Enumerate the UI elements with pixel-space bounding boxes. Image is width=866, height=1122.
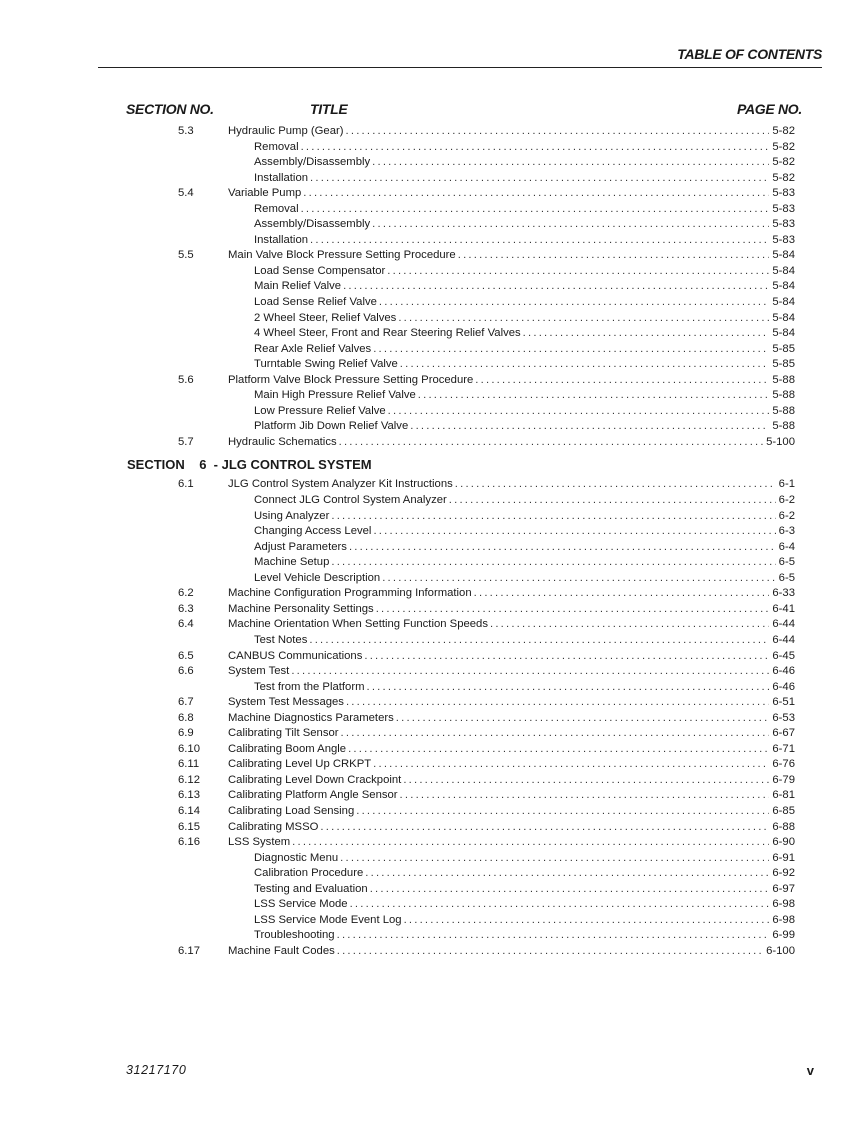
toc-entry-line: [254, 217, 795, 233]
toc-entry-line: [254, 155, 795, 171]
dot-leader: [291, 664, 769, 680]
toc-entry-page: 6-99: [772, 929, 795, 942]
toc-entry-title: LSS Service Mode Event Log: [254, 913, 402, 926]
toc-entry[interactable]: [0, 944, 866, 960]
toc-entry-line: [228, 711, 795, 727]
toc-entry[interactable]: [0, 311, 866, 327]
toc-entry-page: 6-45: [772, 649, 795, 662]
toc-entry-title: LSS System: [228, 836, 291, 849]
dot-leader: [339, 435, 763, 451]
toc-entry-title: Turntable Swing Relief Valve: [254, 358, 398, 371]
toc-entry-title: Calibrating Tilt Sensor: [228, 727, 339, 740]
toc-entry[interactable]: [0, 326, 866, 342]
toc-entry[interactable]: [0, 388, 866, 404]
toc-entry-line: [254, 279, 795, 295]
toc-entry[interactable]: [0, 742, 866, 758]
toc-entry-title: Removal: [254, 140, 299, 153]
toc-entry-number: 5.3: [178, 125, 194, 137]
toc-entry-number: 6.13: [178, 789, 200, 802]
dot-leader: [350, 897, 770, 913]
toc-entry-title: CANBUS Communications: [228, 649, 363, 662]
dot-leader: [303, 186, 769, 202]
column-header-section: SECTION NO.: [126, 101, 214, 117]
toc-entry-line: [254, 524, 795, 540]
toc-entry-line: [228, 586, 795, 602]
toc-entry-line: [254, 897, 795, 913]
dot-leader: [346, 695, 769, 711]
toc-entry[interactable]: [0, 524, 866, 540]
toc-entry-page: 6-2: [778, 494, 795, 507]
toc-entry-line: [228, 726, 795, 742]
toc-entry-page: 6-51: [772, 696, 795, 709]
toc-entry-line: [254, 140, 795, 156]
toc-entry-page: 6-88: [772, 820, 795, 833]
toc-entry-line: [228, 248, 795, 264]
toc-entry-line: [228, 373, 795, 389]
toc-entry-page: 5-88: [772, 404, 795, 417]
toc-entry-line: [228, 602, 795, 618]
toc-entry[interactable]: [0, 217, 866, 233]
toc-entry-number: 6.9: [178, 727, 194, 740]
toc-entry-line: [254, 357, 795, 373]
toc-entry-title: Calibrating MSSO: [228, 820, 319, 833]
toc-entry-title: Changing Access Level: [254, 525, 372, 538]
dot-leader: [379, 295, 769, 311]
toc-entry-page: 5-83: [772, 187, 795, 200]
dot-leader: [301, 140, 770, 156]
toc-entry[interactable]: [0, 342, 866, 358]
toc-entry-number: 5.5: [178, 249, 194, 262]
footer-document-number: 31217170: [126, 1063, 187, 1077]
toc-entry-page: 6-2: [778, 509, 795, 522]
toc-entry-title: 2 Wheel Steer, Relief Valves: [254, 311, 397, 324]
toc-entry[interactable]: [0, 602, 866, 618]
toc-entry-page: 6-81: [772, 789, 795, 802]
toc-entry-line: [254, 928, 795, 944]
dot-leader: [331, 555, 775, 571]
toc-entry-line: [254, 419, 795, 435]
toc-entry[interactable]: [0, 773, 866, 789]
toc-entry[interactable]: [0, 586, 866, 602]
dot-leader: [418, 388, 770, 404]
dot-leader: [310, 233, 769, 249]
toc-entry[interactable]: [0, 649, 866, 665]
toc-entry-line: [228, 835, 795, 851]
toc-entry-title: Level Vehicle Description: [254, 571, 381, 584]
section-heading-label: SECTION 6 - JLG CONTROL SYSTEM: [127, 457, 372, 473]
toc-entry[interactable]: [0, 140, 866, 156]
toc-entry-line: [228, 186, 795, 202]
toc-entry-title: Low Pressure Relief Valve: [254, 404, 386, 417]
toc-entry-title: Main High Pressure Relief Valve: [254, 389, 416, 402]
dot-leader: [523, 326, 770, 342]
header-divider: [98, 67, 822, 68]
toc-entry-number: 6.4: [178, 618, 194, 631]
toc-entry-page: 6-41: [772, 602, 795, 615]
toc-entry-page: 6-97: [772, 882, 795, 895]
toc-entry-page: 5-84: [772, 311, 795, 324]
toc-entry[interactable]: [0, 680, 866, 696]
toc-entry-page: 6-46: [772, 680, 795, 693]
toc-entry-title: Main Valve Block Pressure Setting Procedure: [228, 249, 456, 262]
dot-leader: [292, 835, 769, 851]
toc-entry-number: 6.10: [178, 742, 200, 755]
toc-entry-line: [228, 804, 795, 820]
toc-entry-title: Using Analyzer: [254, 509, 330, 522]
toc-entry-title: Assembly/Disassembly: [254, 218, 371, 231]
toc-entry-title: Installation: [254, 233, 309, 246]
toc-entry-title: Main Relief Valve: [254, 280, 342, 293]
toc-entry[interactable]: [0, 695, 866, 711]
dot-leader: [370, 882, 770, 898]
toc-entry-title: Test Notes: [254, 633, 308, 646]
toc-entry-line: [254, 882, 795, 898]
toc-entry[interactable]: [0, 404, 866, 420]
toc-entry-line: [228, 649, 795, 665]
dot-leader: [346, 124, 770, 140]
toc-entry-title: Connect JLG Control System Analyzer: [254, 494, 447, 507]
toc-entry-title: Hydraulic Pump (Gear): [228, 125, 344, 137]
toc-entry[interactable]: [0, 248, 866, 264]
toc-entry-line: [254, 171, 795, 187]
dot-leader: [349, 540, 776, 556]
dot-leader: [372, 155, 769, 171]
dot-leader: [373, 524, 775, 540]
toc-entry[interactable]: [0, 820, 866, 836]
toc-entry-line: [254, 388, 795, 404]
dot-leader: [367, 680, 770, 696]
dot-leader: [331, 509, 775, 525]
toc-entry-page: 6-33: [772, 587, 795, 600]
toc-entry-line: [228, 477, 795, 493]
dot-leader: [449, 493, 776, 509]
toc-entry-page: 5-82: [772, 156, 795, 169]
toc-entry-page: 6-91: [772, 851, 795, 864]
toc-entry[interactable]: [0, 202, 866, 218]
column-header-page: PAGE NO.: [736, 101, 802, 117]
toc-entry-number: 6.5: [178, 649, 194, 662]
toc-entry-title: 4 Wheel Steer, Front and Rear Steering Relief Valves: [254, 327, 521, 340]
dot-leader: [373, 342, 769, 358]
toc-entry[interactable]: [0, 726, 866, 742]
toc-entry-title: Calibrating Platform Angle Sensor: [228, 789, 398, 802]
dot-leader: [490, 617, 769, 633]
toc-entry[interactable]: [0, 171, 866, 187]
toc-entry[interactable]: [0, 264, 866, 280]
toc-entry[interactable]: [0, 295, 866, 311]
toc-entry-title: Rear Axle Relief Valves: [254, 342, 372, 355]
toc-entry-line: [228, 742, 795, 758]
toc-entry-page: 5-82: [772, 171, 795, 184]
dot-leader: [410, 419, 769, 435]
toc-entry-line: [254, 311, 795, 327]
toc-entry-title: Troubleshooting: [254, 929, 335, 942]
toc-entry-page: 5-84: [772, 249, 795, 262]
toc-entry[interactable]: [0, 617, 866, 633]
toc-entry[interactable]: [0, 882, 866, 898]
dot-leader: [340, 851, 769, 867]
toc-entry[interactable]: [0, 186, 866, 202]
toc-entry-line: [228, 757, 795, 773]
toc-entry[interactable]: [0, 913, 866, 929]
toc-entry-number: 6.7: [178, 696, 194, 709]
toc-entry[interactable]: [0, 493, 866, 509]
toc-entry-title: Machine Personality Settings: [228, 602, 374, 615]
toc-entry-line: [228, 664, 795, 680]
toc-entry[interactable]: [0, 435, 866, 451]
toc-entry-title: Calibration Procedure: [254, 867, 364, 880]
page-header-title: TABLE OF CONTENTS: [677, 46, 822, 62]
toc-entry[interactable]: [0, 866, 866, 882]
toc-entry-page: 5-83: [772, 202, 795, 215]
toc-entry-line: [254, 264, 795, 280]
toc-entry-title: Diagnostic Menu: [254, 851, 339, 864]
toc-entry-page: 5-83: [772, 218, 795, 231]
toc-entry-line: [228, 695, 795, 711]
toc-entry-line: [254, 680, 795, 696]
toc-entry[interactable]: [0, 233, 866, 249]
dot-leader: [365, 866, 769, 882]
toc-entry[interactable]: [0, 555, 866, 571]
dot-leader: [388, 404, 770, 420]
dot-leader: [400, 357, 770, 373]
dot-leader: [404, 913, 770, 929]
dot-leader: [387, 264, 769, 280]
toc-entry-line: [254, 633, 795, 649]
toc-entry-page: 6-44: [772, 633, 795, 646]
dot-leader: [343, 279, 769, 295]
toc-entry-line: [228, 435, 795, 451]
toc-entry-page: 5-83: [772, 233, 795, 246]
toc-entry-title: Platform Valve Block Pressure Setting Procedure: [228, 373, 474, 386]
toc-entry-page: 6-4: [778, 540, 795, 553]
toc-entry-page: 5-82: [772, 125, 795, 137]
toc-entry-page: 6-85: [772, 804, 795, 817]
toc-entry-number: 6.17: [178, 944, 200, 957]
toc-entry-title: LSS Service Mode: [254, 898, 348, 911]
toc-entry-title: Removal: [254, 202, 299, 215]
toc-entry-number: 6.1: [178, 478, 194, 491]
dot-leader: [356, 804, 769, 820]
toc-entry-title: Testing and Evaluation: [254, 882, 368, 895]
toc-entry-page: 6-46: [772, 665, 795, 678]
toc-entry-title: Test from the Platform: [254, 680, 365, 693]
toc-section-heading: [0, 452, 866, 476]
toc-entry-page: 5-100: [766, 435, 795, 448]
toc-entry[interactable]: [0, 851, 866, 867]
toc-entry-page: 5-85: [772, 358, 795, 371]
toc-entry-title: Calibrating Level Down Crackpoint: [228, 773, 402, 786]
toc-entry-page: 6-90: [772, 836, 795, 849]
toc-entry-line: [254, 913, 795, 929]
toc-entry-line: [254, 509, 795, 525]
toc-entry-number: 6.15: [178, 820, 200, 833]
toc-entry-number: 5.6: [178, 373, 194, 386]
toc-entry[interactable]: [0, 540, 866, 556]
toc-entry-number: 5.4: [178, 187, 194, 200]
toc-entry-page: 6-92: [772, 867, 795, 880]
toc-entry-line: [254, 342, 795, 358]
toc-entry-number: 6.14: [178, 804, 200, 817]
toc-entry[interactable]: [0, 897, 866, 913]
toc-entry-page: 5-84: [772, 327, 795, 340]
toc-entry-line: [254, 233, 795, 249]
toc-entry-page: 6-79: [772, 773, 795, 786]
dot-leader: [309, 633, 769, 649]
toc-entry-page: 6-98: [772, 913, 795, 926]
toc-entry-line: [228, 124, 795, 140]
toc-entry-page: 5-84: [772, 280, 795, 293]
toc-entry[interactable]: [0, 155, 866, 171]
toc-entry-line: [228, 773, 795, 789]
toc-entry-page: 6-44: [772, 618, 795, 631]
toc-entry-title: Installation: [254, 171, 309, 184]
toc-entry[interactable]: [0, 124, 866, 140]
toc-entry-title: Machine Fault Codes: [228, 944, 335, 957]
toc-entry-title: Machine Setup: [254, 556, 330, 569]
toc-entry-title: Platform Jib Down Relief Valve: [254, 420, 409, 433]
toc-entry-title: Machine Configuration Programming Information: [228, 587, 472, 600]
toc-entry-line: [228, 788, 795, 804]
toc-entry-page: 5-84: [772, 264, 795, 277]
toc-entry-title: Adjust Parameters: [254, 540, 347, 553]
toc-entry-line: [254, 866, 795, 882]
toc-entry[interactable]: [0, 571, 866, 587]
toc-entry-line: [254, 295, 795, 311]
toc-entry[interactable]: [0, 279, 866, 295]
toc-entry-line: [254, 851, 795, 867]
toc-entry-line: [228, 617, 795, 633]
toc-entry-title: Hydraulic Schematics: [228, 435, 337, 448]
toc-entry-line: [254, 404, 795, 420]
dot-leader: [301, 202, 770, 218]
toc-entry-title: Calibrating Load Sensing: [228, 804, 355, 817]
toc-entry-line: [254, 202, 795, 218]
toc-entry-title: Variable Pump: [228, 187, 302, 200]
toc-entry[interactable]: [0, 928, 866, 944]
toc-entry[interactable]: [0, 804, 866, 820]
dot-leader: [376, 602, 770, 618]
toc-list: [0, 124, 866, 959]
toc-entry-number: 6.3: [178, 602, 194, 615]
dot-leader: [364, 649, 769, 665]
dot-leader: [455, 477, 776, 493]
toc-entry[interactable]: [0, 373, 866, 389]
toc-entry-number: 6.12: [178, 773, 200, 786]
toc-entry-title: Load Sense Relief Valve: [254, 296, 377, 309]
toc-entry-number: 6.16: [178, 836, 200, 849]
toc-entry-line: [254, 540, 795, 556]
toc-entry[interactable]: [0, 835, 866, 851]
toc-entry-line: [254, 493, 795, 509]
toc-entry-page: 5-88: [772, 389, 795, 402]
toc-entry-page: 6-3: [778, 525, 795, 538]
toc-entry-number: 6.6: [178, 665, 194, 678]
dot-leader: [400, 788, 770, 804]
toc-entry-page: 6-76: [772, 758, 795, 771]
dot-leader: [458, 248, 770, 264]
toc-entry-title: Machine Orientation When Setting Function Speeds: [228, 618, 488, 631]
toc-entry-number: 6.2: [178, 587, 194, 600]
dot-leader: [341, 726, 770, 742]
dot-leader: [403, 773, 769, 789]
toc-entry[interactable]: [0, 509, 866, 525]
toc-entry-page: 6-67: [772, 727, 795, 740]
toc-entry-page: 6-71: [772, 742, 795, 755]
toc-entry[interactable]: [0, 711, 866, 727]
toc-entry[interactable]: [0, 419, 866, 435]
toc-entry-page: 6-53: [772, 711, 795, 724]
dot-leader: [475, 373, 769, 389]
toc-entry-title: Assembly/Disassembly: [254, 156, 371, 169]
dot-leader: [398, 311, 769, 327]
toc-entry-page: 6-5: [778, 556, 795, 569]
toc-entry-page: 5-84: [772, 296, 795, 309]
toc-entry-line: [254, 326, 795, 342]
toc-entry[interactable]: [0, 788, 866, 804]
toc-entry-page: 6-98: [772, 898, 795, 911]
dot-leader: [310, 171, 769, 187]
toc-entry[interactable]: [0, 477, 866, 493]
toc-entry-title: Machine Diagnostics Parameters: [228, 711, 394, 724]
toc-entry-title: System Test: [228, 665, 290, 678]
toc-entry-page: 6-5: [778, 571, 795, 584]
toc-entry[interactable]: [0, 664, 866, 680]
toc-entry-page: 5-85: [772, 342, 795, 355]
toc-entry-page: 6-1: [778, 478, 795, 491]
toc-entry-page: 5-88: [772, 420, 795, 433]
toc-entry[interactable]: [0, 757, 866, 773]
toc-entry-page: 5-82: [772, 140, 795, 153]
dot-leader: [474, 586, 770, 602]
toc-entry-line: [254, 571, 795, 587]
toc-entry-page: 6-100: [766, 944, 795, 957]
toc-entry-title: JLG Control System Analyzer Kit Instructions: [228, 478, 453, 491]
dot-leader: [337, 928, 770, 944]
toc-entry-number: 5.7: [178, 435, 194, 448]
dot-leader: [382, 571, 775, 587]
toc-entry-number: 6.11: [178, 758, 200, 771]
toc-entry-line: [254, 555, 795, 571]
toc-entry[interactable]: [0, 357, 866, 373]
toc-entry-page: 5-88: [772, 373, 795, 386]
column-header-title: TITLE: [310, 101, 348, 117]
dot-leader: [373, 757, 769, 773]
dot-leader: [337, 944, 763, 960]
dot-leader: [320, 820, 769, 836]
toc-entry-line: [228, 944, 795, 960]
toc-entry[interactable]: [0, 633, 866, 649]
toc-entry-number: 6.8: [178, 711, 194, 724]
toc-entry-title: System Test Messages: [228, 696, 344, 709]
toc-entry-title: Calibrating Boom Angle: [228, 742, 347, 755]
dot-leader: [396, 711, 770, 727]
dot-leader: [372, 217, 769, 233]
toc-entry-title: Calibrating Level Up CRKPT: [228, 758, 372, 771]
footer-page-number: v: [806, 1063, 814, 1078]
dot-leader: [348, 742, 769, 758]
toc-entry-title: Load Sense Compensator: [254, 264, 386, 277]
toc-entry-line: [228, 820, 795, 836]
